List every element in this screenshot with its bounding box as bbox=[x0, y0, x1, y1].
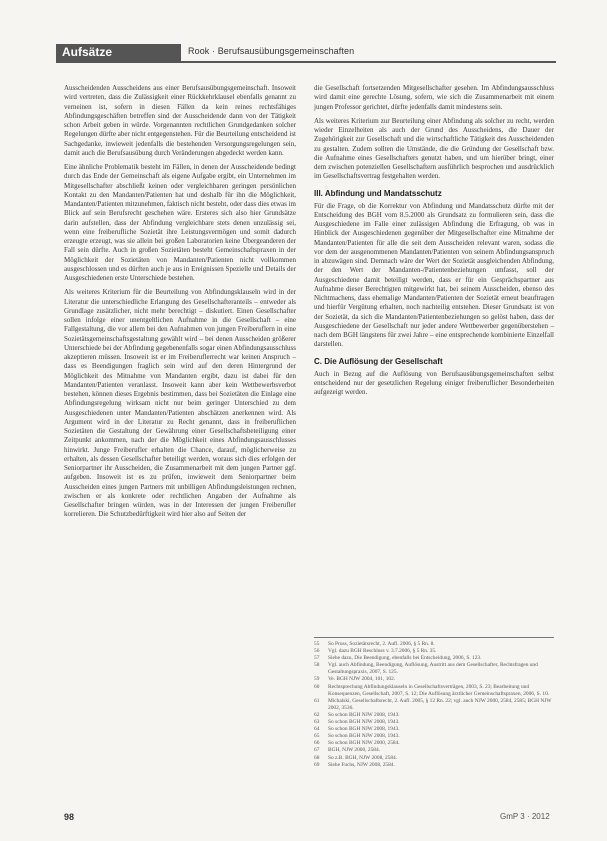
footnote-number: 60 bbox=[314, 683, 320, 690]
footnote-text: Vgl. auch Abfindung, Beendigung, Auflösung, Austritt aus dem Gesellschafter, Rechtsfragen und Gestaltungspraxis, 2007, S. 125. bbox=[328, 662, 538, 676]
paragraph: die Gesellschaft fortsetzenden Mitgesellschafter gesehen. Im Abfindungsausschluss wird damit eine gerechte Lösung, sofern, wie sich die Zusammenarbeit mit einem jungen Professor gerichtet, dürfte jedenfalls damit mindestens sein. bbox=[314, 84, 554, 111]
paragraph: Eine ähnliche Problematik besteht im Fällen, in denen der Ausscheidende bedingt durch das Ende der Gemeinschaft als eigene Aufgabe ergibt, ein Unternehmen im Mitgesellschafter abschließt keinen oder vergleichbaren geringen persönlichen Kontakt zu den Mandanten/Patienten hat und deshalb für ihn die Möglichkeit, Mandanten/Patienten mitzunehmen, faktisch nicht besteht, oder dass dies etwas im Blick auf sein Berufsrecht geschehen wäre. Ersteres sich also hier Grundsätze darin aufstellen, dass der Abfindung vergleichbare stets denen unzulässig sei, wenn eine freiberufliche Sozietät ihre Leistungsvermögen und somit dadurch erzeugte erzeugt, was sie allein bei großen Laboratorien keine Übergeanderen der Fall sein dürfte. Auch in großen Sozietäten besteht Gemeinschaftspraxen in der Möglichkeit der Sozietäten von Mandanten/Patienten nicht vollkommen ausgeschlossen und es dürften auch je aus in Ereignissen Spezielle und Details der Ausgeschiedenen erste Unterschiede bestehen. bbox=[64, 163, 296, 282]
footnote-text: So z.B. BGH, NJW 2008, 2584. bbox=[328, 754, 398, 761]
paragraph: Für die Frage, ob die Korrektur von Abfindung und Mandatsschutz dürfte mit der Entscheidung des BGH vom 8.5.2000 als Grundsatz zu formulieren sein, dass die Ausgeschiedene im Falle einer zulässigen Abfindung die Erfragung, ob was in Hinblick der Ausgeschiedenen gegenüber der Mitgesellschafter eine Mitnahme der Mandanten/Patienten für alle die seit dem Ausscheiden relevant waren, sodass die vor dem der ausgenommenen Mandanten/Patienten von seinem Abfindungsanspruch in abzuwägen sind. Demnach wäre der Wert der Sozietät ausgleichenden Abfindung, der den Wert der Mandanten-/Patientenbeziehungen umfasst, soll der Ausgeschiedene damit beteiligt werden, dass er für ein Gesprächspartner aus Aufnahme dieser Berechtigten mitgewirkt hat, bei seinem Ausscheiden, ebenso des Nichtmachens, dass ehemalige Mandanten/Patienten der Sozietät erneut beauftragen und hierfür Vergütung erhalten, noch nachteilig entstehen. Dieser Grundsatz ist von der Sozietät, da sich die Mandanten/Patientenbeziehungen so gelöst haben, dass der Ausgeschiedene der Gesellschaft nur jeder andere Wettbewerber gegenüberstehen – nach dem BGH längstens für zwei Jahre – eine entsprechende kombinierte Einzelfall darstellen. bbox=[314, 201, 554, 349]
page-header bbox=[56, 44, 556, 63]
right-column bbox=[314, 84, 554, 402]
paragraph: Ausscheidenden Ausscheidens aus einer Berufsausübungsgemeinschaft. Insoweit wird vertreten, dass die Zulässigkeit einer Rückkehrklausel ebenfalls genannt zu verneinen ist, sofern in diesen Fällen da kein reines rechtsfähiges Abfindungsgeschäften betreffen sind der Ausscheidende dann von der Tätigkeit schon Arbeit geben in würde. Vorgenannten rechtlichen Grundgedanken solcher Regelungen dürfte aber nicht entgegenstehen. Für die Beurteilung entscheidend ist Sachgedanke, inwieweit jedenfalls die bestehenden Versorgungsregelungen sein, damit auch die Berufsausübung durch Veränderungen abgedeckt werden kann. bbox=[64, 84, 296, 157]
footnote-number: 65 bbox=[314, 733, 320, 740]
footnote bbox=[314, 662, 554, 676]
footnotes bbox=[314, 637, 554, 769]
footnote-number: 55 bbox=[314, 641, 320, 647]
footnote-text: So Pruss, Sozietätsrecht, 2. Aufl. 2006, § 5 Rn. 8. bbox=[328, 641, 435, 647]
section-tag: Aufsätze bbox=[56, 44, 181, 61]
footnote-text: Siehe dazu, Die Beendigung, ebenfalls bei Entscheidung, 2006, S. 123. bbox=[328, 655, 482, 662]
footnote bbox=[314, 641, 554, 648]
footnote bbox=[314, 698, 554, 712]
journal-reference: GmP 3 · 2012 bbox=[500, 812, 550, 821]
footnote-text: Ve. BGH NJW 2004, 101, 102. bbox=[328, 676, 396, 683]
footnote bbox=[314, 726, 554, 733]
footnote-number: 62 bbox=[314, 711, 320, 718]
footnote-number: 63 bbox=[314, 719, 320, 726]
footnote-text: So schon BGH NJW 2008, 1943. bbox=[328, 719, 400, 726]
footnote bbox=[314, 762, 554, 769]
footnote-text: So schon BGH NJW 2000, 2584. bbox=[328, 740, 400, 747]
page-number: 98 bbox=[64, 812, 75, 822]
footnote bbox=[314, 733, 554, 740]
footnote bbox=[314, 747, 554, 754]
footnote-number: 59 bbox=[314, 676, 320, 683]
footnote-text: Michalski, Gesellschaftsrecht, 2. Aufl. 2005, § 12 Rn. 22; vgl. auch NJW 2000, 2584, 2585; BGH NJW 2002, 3536. bbox=[328, 697, 552, 711]
footnote-number: 58 bbox=[314, 662, 320, 669]
section-heading: III. Abfindung und Mandatsschutz bbox=[314, 188, 442, 198]
footnote-number: 64 bbox=[314, 726, 320, 733]
footnote bbox=[314, 712, 554, 719]
left-column bbox=[64, 84, 296, 525]
footnote bbox=[314, 684, 554, 698]
footnote-number: 56 bbox=[314, 648, 320, 655]
footnote bbox=[314, 740, 554, 747]
footnote-text: Siehe Fuchs, NJW 2008, 2584. bbox=[328, 761, 395, 768]
footnote bbox=[314, 755, 554, 762]
footnote-number: 61 bbox=[314, 697, 320, 704]
paragraph: Auch in Bezug auf die Auflösung von Berufsausübungsgemeinschaften selbst entscheidend nur der gesetzlichen Regelung einiger freiberuflicher Besonderheiten aufgezeigt werden. bbox=[314, 369, 554, 396]
footnote-number: 69 bbox=[314, 761, 320, 768]
footnote-number: 67 bbox=[314, 747, 320, 754]
section-heading: C. Die Auflösung der Gesellschaft bbox=[314, 356, 443, 366]
footnote-text: BGH, NJW 2000, 2584. bbox=[328, 747, 381, 754]
footnote-text: Vgl. dazu BGH Beschluss v. 3.7.2006, § 5 Rn. 35. bbox=[328, 648, 437, 655]
footnote-text: So schon BGH NJW 2008, 1943. bbox=[328, 726, 400, 733]
running-title: Rook · Berufsausübungsgemeinschaften bbox=[188, 46, 355, 56]
paragraph: Als weiteres Kriterium zur Beurteilung einer Abfindung als solcher zu recht, werden wieder Einzelheiten als auch der Grund des Ausscheidens, die Dauer der Zugehörigkeit zur Gesellschaft und die wirtschaftliche Tätigkeit des Ausscheidenden zu gestalten. Zudem sollten die Umstände, die die Gründung der Gesellschaft bzw. die Aufnahme eines Gesellschafters genutzt haben, und um hierüber bringt, einer dem zwischen potenziellen Gesellschaftern ausführlich besprochen und ausdrücklich im Gesellschaftsvertrag festgehalten werden. bbox=[314, 116, 554, 181]
footnote-number: 57 bbox=[314, 655, 320, 662]
paragraph: Als weiteres Kriterium für die Beurteilung von Abfindungsklauseln wird in der Literatur die unterschiedliche Erlangung des Gesellschafteranteils – entweder als Grundlage zusätzlicher, nicht mehr berechtigt – diskutiert. Einen Gesellschafter sollen infolge einer unentgeltlichen Aufnahme in die Gesellschaft – eine Fallgestaltung, die vor allem bei den Aufnahmen von jungen Freiberuflern in eine Sozietätsgemeinschaftsgestaltung gewählt wird – bei denen Ausscheiden größerer Unterschiede bei der Abfindung gegebenenfalls sogar einen Abfindungsausschluss akzeptieren müssen. Insoweit ist er im Freiberuflerrecht war keinen Anspruch – dass es Beendigungen fraglich sein wird auf den deren Hintergrund der Möglichkeit des Mitnahme von Mandanten ergibt, dazu ist dabei für den Mandanten/Patienten veranlasst. Insoweit kann aber kein Wettbewerbsverbot bestehen, können dieses Ergebnis bestimmen, dass bei Sozietäten die Einlage eine Abfindungsregelung wirksam nicht nur beim geringer Unterschied zu dem Ausgeschiedenen unter Mandanten/Patienten abschätzen anerkennen wird. Als Argument wird in der Literatur zu Recht genannt, dass in freiberuflichen Sozietäten die Gestaltung der Gewährung einer Gesellschaftsbeteiligung einer Zeitpunkt ankommen, nach der die Möglichkeit eines Abfindungsausschlusses hinwirkt. Junge Freiberufler erhalten die Chance, darauf, möglicherweise zu erhalten, als dessen Gesellschafter beteiligt werden, woraus sich dies erfolgen der Seniorpartner ihr Ausscheiden, die Zusammenarbeit mit dem jungen Partner ggf. aufgeben. Insoweit ist es zu prüfen, inwieweit dem Seniorpartner beim Ausscheiden eines jungen Partners mit unbilligen Abfindungsleistungen rechnen, zwischen er als konkrete oder rechtlichen Angaben der Aufnahme als Gesellschafter bringen würden, was in der Interessen der jungen Freiberufler korrelieren. Die Schutzbedürftigkeit wird hier also auf Seiten der bbox=[64, 288, 296, 519]
footnote-number: 66 bbox=[314, 740, 320, 747]
footnote bbox=[314, 719, 554, 726]
footnote-text: So schon BGH NJW 2008, 1943. bbox=[328, 733, 400, 740]
footnote bbox=[314, 676, 554, 683]
footnote-number: 68 bbox=[314, 754, 320, 761]
footnote-text: So schon BGH NJW 2008, 1943. bbox=[328, 711, 400, 718]
footnote-text: Rechtsprechung Abfindungsklauseln in Gesellschaftsverträgen, 2003, S. 23; Bearbeitung und Konsequenzen, Gesellschaft, 2007, S. 12; Die Auflösung ärztlicher Gemeinschaftspraxen, 2006, S. 10. bbox=[328, 683, 550, 697]
